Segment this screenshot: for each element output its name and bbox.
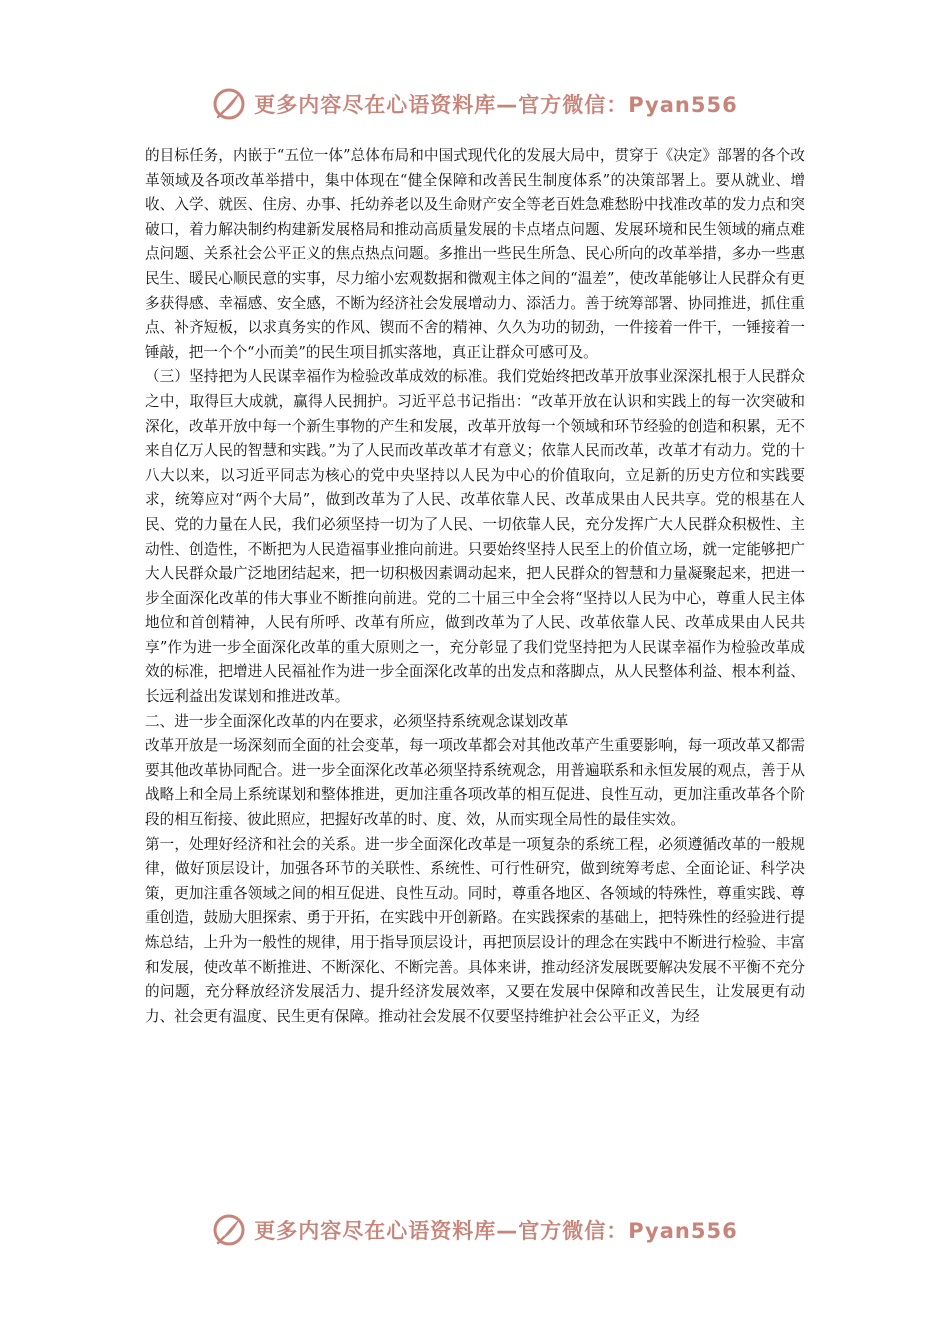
watermark-footer [0, 1210, 950, 1250]
watermark-text: 更多内容尽在心语资料库—官方微信：Pyan556 [254, 1219, 738, 1243]
watermark-header [0, 84, 950, 124]
paragraph: 第一，处理好经济和社会的关系。进一步全面深化改革是一项复杂的系统工程，必须遵循改革的一般规律，做好顶层设计，加强各环节的关联性、系统性、可行性研究，做到统筹考虑、全面论证、科学决策，更加注重各领域之间的相互促进、良性互动。同时，尊重各地区、各领域的特殊性，尊重实践、尊重创造，鼓励大胆探索、勇于开拓，在实践中开创新路。在实践探索的基础上，把特殊性的经验进行提炼总结，上升为一般性的规律，用于指导顶层设计，再把顶层设计的理念在实践中不断进行检验、丰富和发展，使改革不断推进、不断深化、不断完善。具体来讲，推动经济发展既要解决发展不平衡不充分的问题，充分释放经济发展活力、提升经济发展效率，又要在发展中保障和改善民生，让发展更有动力、社会更有温度、民生更有保障。推动社会发展不仅要坚持维护社会公平正义，为经 [145, 835, 805, 1025]
watermark-text: 更多内容尽在心语资料库—官方微信：Pyan556 [254, 93, 738, 117]
quill-logo-icon [212, 1213, 246, 1247]
paragraph: 的目标任务，内嵌于“五位一体”总体布局和中国式现代化的发展大局中，贯穿于《决定》部署的各个改革领域及各项改革举措中，集中体现在“健全保障和改善民生制度体系”的决策部署上。要从就业、增收、入学、就医、住房、办事、托幼养老以及生命财产安全等老百姓急难愁盼中找准改革的发力点和突破口，着力解决制约构建新发展格局和推动高质量发展的卡点堵点问题、发展环境和民生领域的痛点难点问题、关系社会公平正义的焦点热点问题。多推出一些民生所急、民心所向的改革举措，多办一些惠民生、暖民心顺民意的实事，尽力缩小宏观数据和微观主体之间的“温差”，使改革能够让人民群众有更多获得感、幸福感、安全感，不断为经济社会发展增动力、添活力。善于统筹部署、协同推进，抓住重点、补齐短板，以求真务实的作风、锲而不舍的精神、久久为功的韧劲，一件接着一件干，一锤接着一锤敲，把一个个“小而美”的民生项目抓实落地，真正让群众可感可及。 [145, 147, 805, 361]
section-heading: 二、进一步全面深化改革的内在要求，必须坚持系统观念谋划改革 [145, 712, 569, 730]
document-body [145, 144, 805, 1029]
paragraph: （三）坚持把为人民谋幸福作为检验改革成效的标准。我们党始终把改革开放事业深深扎根于人民群众之中，取得巨大成就，赢得人民拥护。习近平总书记指出：“改革开放在认识和实践上的每一次突破和深化，改革开放中每一个新生事物的产生和发展，改革开放每一个领域和环节经验的创造和积累，无不来自亿万人民的智慧和实践。”为了人民而改革改革才有意义；依靠人民而改革，改革才有动力。党的十八大以来，以习近平同志为核心的党中央坚持以人民为中心的价值取向，立足新的历史方位和实践要求，统筹应对“两个大局”，做到改革为了人民、改革依靠人民、改革成果由人民共享。党的根基在人民、党的力量在人民，我们必须坚持一切为了人民、一切依靠人民，充分发挥广大人民群众积极性、主动性、创造性，不断把为人民造福事业推向前进。只要始终坚持人民至上的价值立场，就一定能够把广大人民群众最广泛地团结起来，把一切积极因素调动起来，把人民群众的智慧和力量凝聚起来，把进一步全面深化改革的伟大事业不断推向前进。党的二十届三中全会将“坚持以人民为中心，尊重人民主体地位和首创精神，人民有所呼、改革有所应，做到改革为了人民、改革依靠人民、改革成果由人民共享”作为进一步全面深化改革的重大原则之一，充分彰显了我们党坚持把为人民谋幸福作为检验改革成效的标准，把增进人民福祉作为进一步全面深化改革的出发点和落脚点，从人民整体利益、根本利益、长远利益出发谋划和推进改革。 [145, 368, 805, 706]
quill-logo-icon [212, 87, 246, 121]
paragraph: 改革开放是一场深刻而全面的社会变革，每一项改革都会对其他改革产生重要影响，每一项改革又都需要其他改革协同配合。进一步全面深化改革必须坚持系统观念，用普遍联系和永恒发展的观点，善于从战略上和全局上系统谋划和整体推进，更加注重各项改革的相互促进、良性互动，更加注重改革各个阶段的相互衔接、彼此照应，把握好改革的时、度、效，从而实现全局性的最佳实效。 [145, 737, 805, 829]
